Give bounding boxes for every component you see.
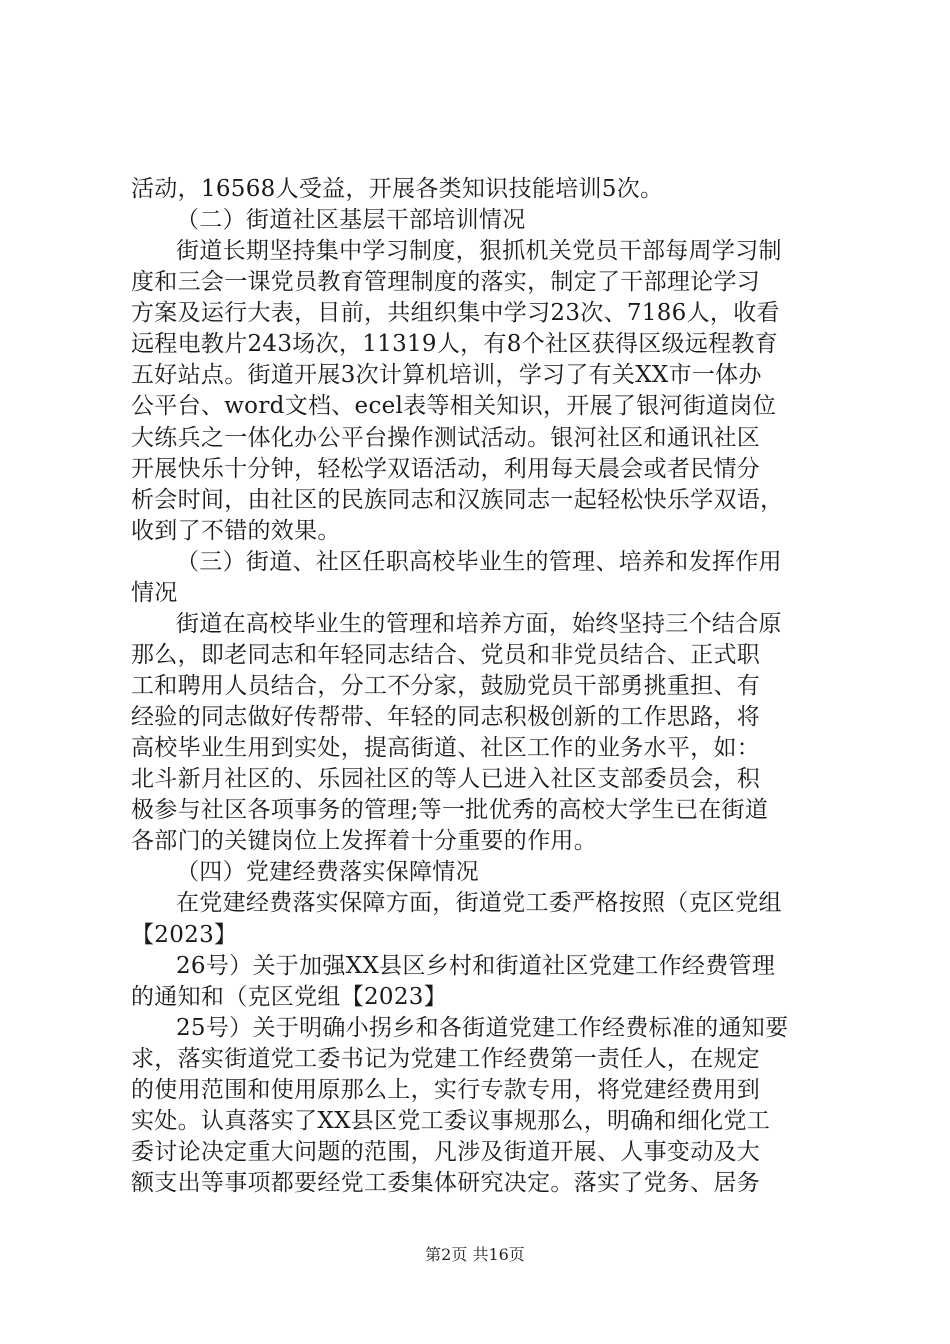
section-heading: （四）党建经费落实保障情况 [176, 859, 479, 885]
text-line: 北斗新月社区的、乐园社区的等人已进入社区支部委员会，积 [131, 766, 761, 792]
text-line: 那么，即老同志和年轻同志结合、党员和非党员结合、正式职 [131, 642, 761, 668]
text-line: 开展快乐十分钟，轻松学双语活动，利用每天晨会或者民情分 [131, 456, 761, 482]
text-line: 五好站点。街道开展3次计算机培训，学习了有关XX市一体办 [131, 362, 762, 388]
text-line: 在党建经费落实保障方面，街道党工委严格按照（克区党组 [176, 890, 782, 916]
text-line: 经验的同志做好传帮带、年轻的同志积极创新的工作思路，将 [131, 704, 761, 730]
text-line: 收到了不错的效果。 [131, 518, 341, 544]
text-line: 公平台、word文档、ecel表等相关知识，开展了银河街道岗位 [131, 393, 777, 419]
text-line: 度和三会一课党员教育管理制度的落实，制定了干部理论学习 [131, 269, 761, 295]
section-heading: （三）街道、社区任职高校毕业生的管理、培养和发挥作用 [176, 549, 782, 575]
text-line: 的通知和（克区党组【2023】 [131, 984, 448, 1010]
text-line: 析会时间，由社区的民族同志和汉族同志一起轻松快乐学双语， [131, 487, 784, 513]
text-line: 委讨论决定重大问题的范围，凡涉及街道开展、人事变动及大 [131, 1139, 761, 1165]
text-line: 额支出等事项都要经党工委集体研究决定。落实了党务、居务 [131, 1170, 761, 1196]
text-line: 方案及运行大表，目前，共组织集中学习23次、7186人，收看 [131, 300, 780, 326]
text-line: 活动，16568人受益，开展各类知识技能培训5次。 [131, 176, 664, 202]
text-line: 高校毕业生用到实处，提高街道、社区工作的业务水平，如： [131, 735, 761, 761]
text-line: 各部门的关键岗位上发挥着十分重要的作用。 [131, 828, 597, 854]
page-number-footer: 第2页 共16页 [425, 1245, 525, 1264]
text-line: 【2023】 [131, 922, 238, 948]
section-heading: （二）街道社区基层干部培训情况 [176, 207, 526, 233]
text-line: 工和聘用人员结合，分工不分家，鼓励党员干部勇挑重担、有 [131, 673, 761, 699]
text-line: 求，落实街道党工委书记为党建工作经费第一责任人，在规定 [131, 1046, 761, 1072]
text-line: 26号）关于加强XX县区乡村和街道社区党建工作经费管理 [176, 953, 776, 979]
text-line: 街道在高校毕业生的管理和培养方面，始终坚持三个结合原 [176, 611, 782, 637]
text-line: 的使用范围和使用原那么上，实行专款专用，将党建经费用到 [131, 1077, 761, 1103]
text-line: 远程电教片243场次，11319人，有8个社区获得区级远程教育 [131, 331, 778, 357]
text-line: 实处。认真落实了XX县区党工委议事规那么，明确和细化党工 [131, 1108, 771, 1134]
text-line: 25号）关于明确小拐乡和各街道党建工作经费标准的通知要 [176, 1015, 789, 1041]
text-line: 街道长期坚持集中学习制度，狠抓机关党员干部每周学习制 [176, 238, 782, 264]
text-line: 大练兵之一体化办公平台操作测试活动。银河社区和通讯社区 [131, 425, 761, 451]
text-line: 极参与社区各项事务的管理;等一批优秀的高校大学生已在街道 [131, 797, 769, 823]
section-heading: 情况 [131, 580, 178, 606]
